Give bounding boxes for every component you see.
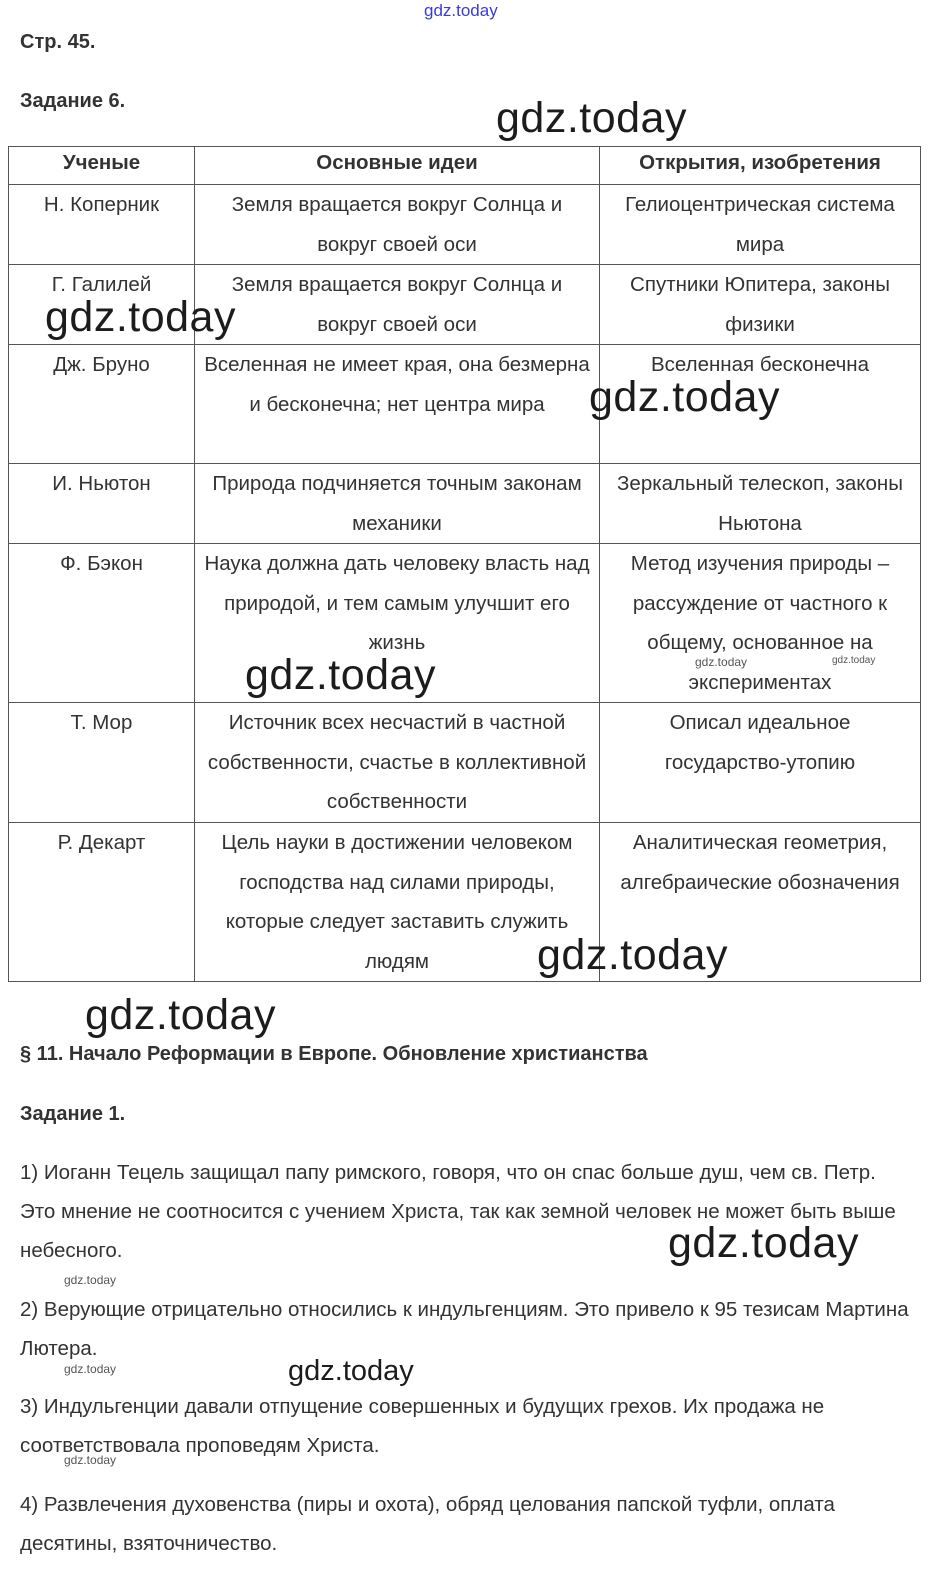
watermark: gdz.today xyxy=(85,991,276,1039)
watermark-small: gdz.today xyxy=(64,1453,117,1467)
watermark: gdz.today xyxy=(537,931,728,979)
discovery-cell: Метод изучения природы – рассуждение от частного к общему, основанное на экспериментах xyxy=(600,544,921,703)
header-scientists: Ученые xyxy=(9,147,195,185)
table-row xyxy=(9,544,921,703)
answer-paragraph: 3) Индульгенции давали отпущение совершенных и будущих грехов. Их продажа не соответствовала проповедям Христа. xyxy=(20,1395,825,1457)
discovery-cell: Вселенная бесконечна xyxy=(600,345,921,464)
answer-paragraph: 2) Верующие отрицательно относились к индульгенциям. Это привело к 95 тезисам Мартина Лютера. xyxy=(20,1298,909,1360)
watermark-top: gdz.today xyxy=(424,1,498,20)
scientists-table xyxy=(8,146,921,982)
table-row xyxy=(9,185,921,265)
section-11-title: § 11. Начало Реформации в Европе. Обновление христианства xyxy=(20,1043,648,1065)
table-row xyxy=(9,703,921,823)
scientist-cell: Н. Коперник xyxy=(9,185,195,265)
watermark: gdz.today xyxy=(589,373,780,421)
watermark: gdz.today xyxy=(45,293,236,341)
watermark: gdz.today xyxy=(496,94,687,142)
scientist-cell: Ф. Бэкон xyxy=(9,544,195,703)
watermark: gdz.today xyxy=(245,651,436,699)
discovery-cell: Описал идеальное государство-утопию xyxy=(600,703,921,823)
answer-paragraph: 4) Развлечения духовенства (пиры и охота), обряд целования папской туфли, оплата десятины, взяточничество. xyxy=(20,1493,835,1555)
scientist-cell: Дж. Бруно xyxy=(9,345,195,464)
table-header-row xyxy=(9,147,921,185)
scientist-cell: Г. Галилей xyxy=(9,265,195,345)
scientist-cell: Т. Мор xyxy=(9,703,195,823)
idea-cell: Источник всех несчастий в частной собственности, счастье в коллективной собственности xyxy=(195,703,600,823)
header-discoveries: Открытия, изобретения xyxy=(600,147,921,185)
discovery-cell: Гелиоцентрическая система мира xyxy=(600,185,921,265)
page-reference: Стр. 45. xyxy=(20,31,96,53)
table-row xyxy=(9,345,921,464)
table-row xyxy=(9,464,921,544)
task-6-title: Задание 6. xyxy=(20,90,126,112)
idea-cell: Природа подчиняется точным законам механики xyxy=(195,464,600,544)
watermark-small: gdz.today xyxy=(695,655,748,669)
idea-cell: Наука должна дать человеку власть над природой, и тем самым улучшит его жизнь xyxy=(195,544,600,703)
idea-cell: Вселенная не имеет края, она безмерна и бесконечна; нет центра мира xyxy=(195,345,600,464)
idea-cell: Земля вращается вокруг Солнца и вокруг своей оси xyxy=(195,265,600,345)
answer-paragraph: 1) Иоганн Тецель защищал папу римского, говоря, что он спас больше душ, чем св. Петр. Это мнение не соотносится с учением Христа, так как земной человек не может быть выше небесного. xyxy=(20,1161,896,1262)
discovery-cell: Зеркальный телескоп, законы Ньютона xyxy=(600,464,921,544)
table-row xyxy=(9,823,921,982)
watermark-small: gdz.today xyxy=(64,1362,117,1376)
task-1-title: Задание 1. xyxy=(20,1103,126,1125)
scientist-cell: И. Ньютон xyxy=(9,464,195,544)
discovery-cell: Аналитическая геометрия, алгебраические обозначения xyxy=(600,823,921,982)
watermark-small: gdz.today xyxy=(832,655,876,666)
watermark: gdz.today xyxy=(668,1219,859,1267)
idea-cell: Земля вращается вокруг Солнца и вокруг своей оси xyxy=(195,185,600,265)
header-ideas: Основные идеи xyxy=(195,147,600,185)
watermark: gdz.today xyxy=(288,1355,414,1387)
watermark-small: gdz.today xyxy=(64,1273,117,1287)
discovery-cell: Спутники Юпитера, законы физики xyxy=(600,265,921,345)
scientist-cell: Р. Декарт xyxy=(9,823,195,982)
idea-cell: Цель науки в достижении человеком господства над силами природы, которые следует заставить служить людям xyxy=(195,823,600,982)
